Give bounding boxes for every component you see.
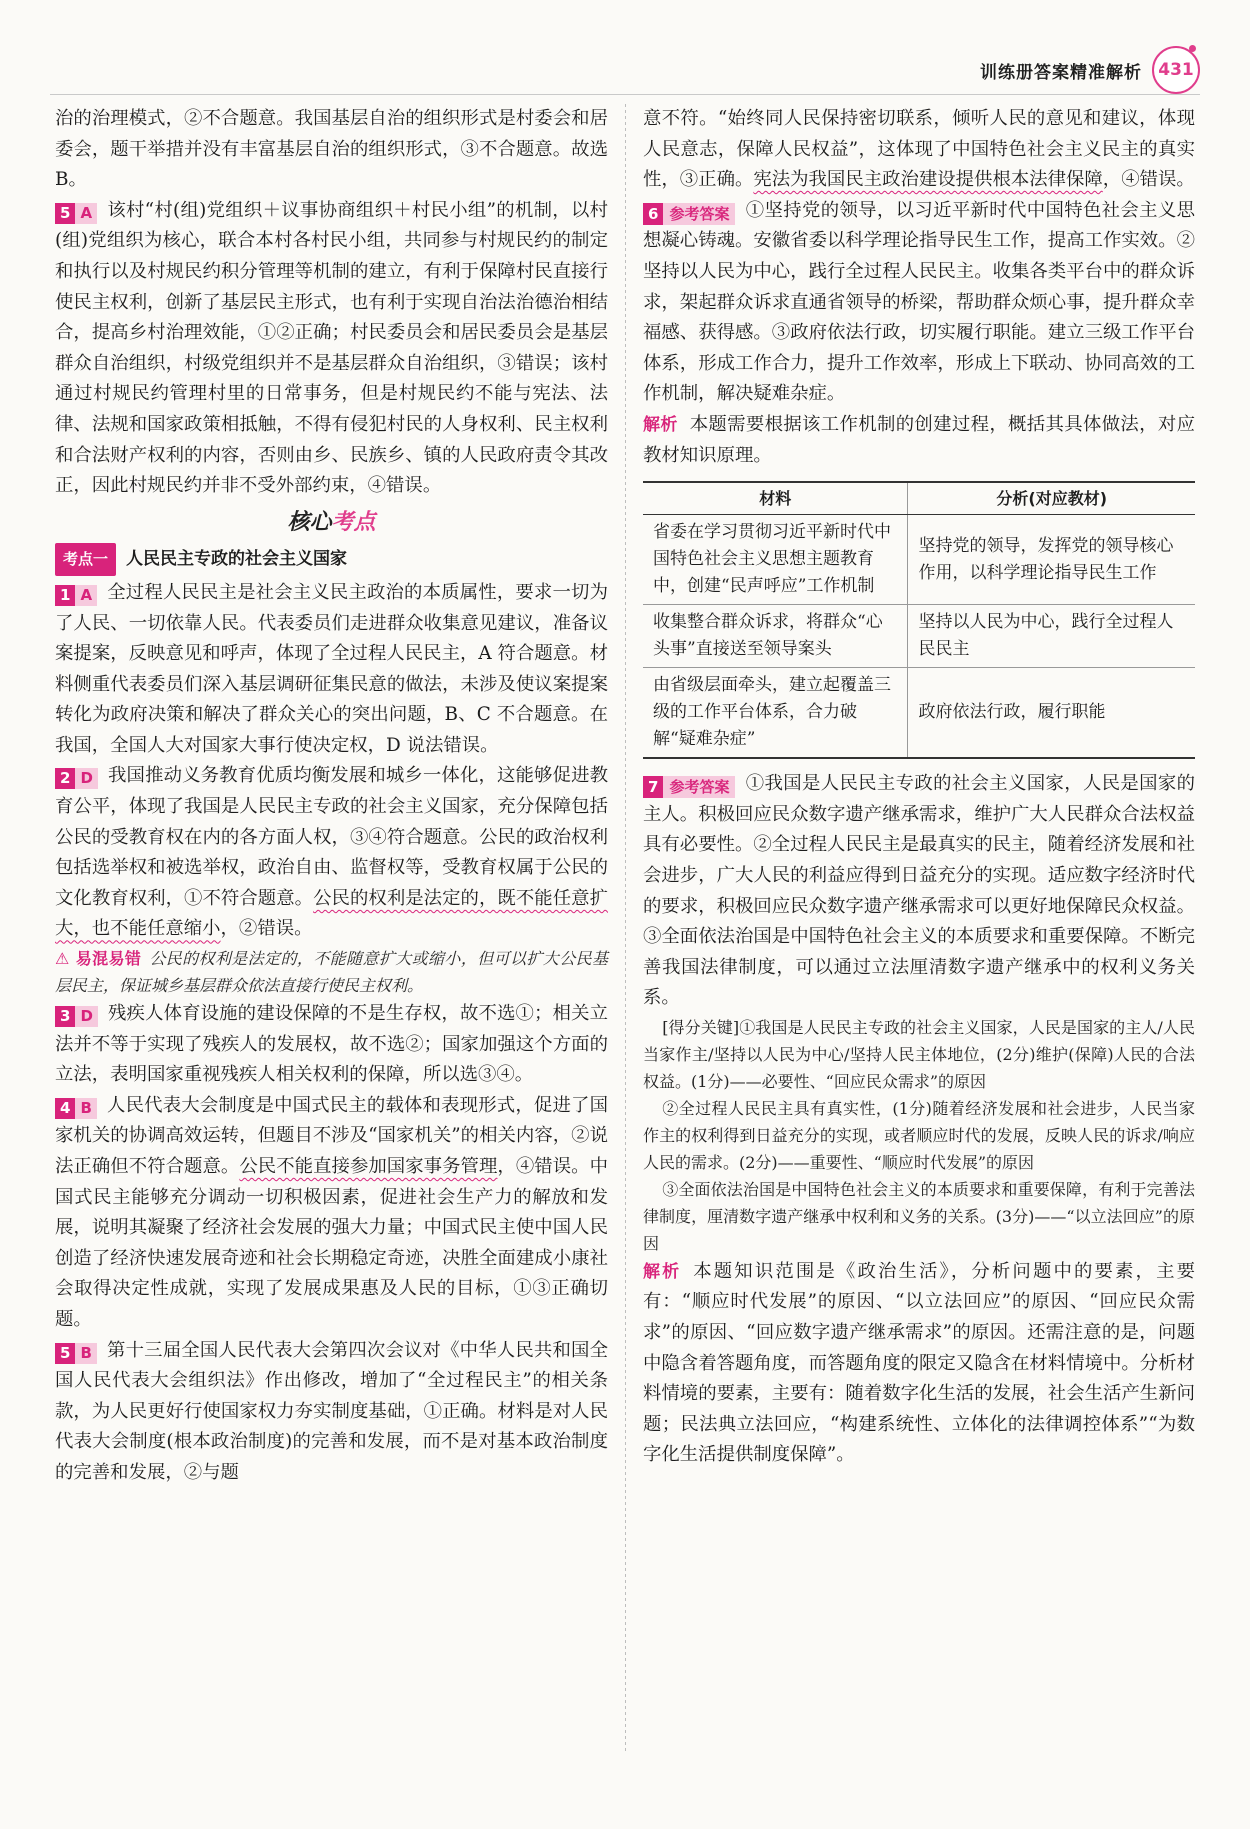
intro-paragraph: 治的治理模式，②不合题意。我国基层自治的组织形式是村委会和居委会，题干举措并没有丰富基层自治的组织形式，③不合题意。故选 B。 — [55, 108, 608, 191]
answer-5a: 5 A 该村“村(组)党组织＋议事协商组织＋村民小组”的机制，以村(组)党组织为核心，联合本村各村民小组，共同参与村规民约的制定和执行以及村规民约积分管理等机制的建立，有利于保障村民直接行使民主权利，创新了基层民主形式，也有利于实现自治法治德治相结合，提高乡村治理效能，①②正确；村民委员会和居民委员会是基层群众自治组织，村级党组织并不是基层群众自治组织，③错误；该村通过村规民约管理村里的日常事务，但是村规民约不能与宪法、法律、法规和国家政策相抵触，不得有侵犯村民的人身权利、民主权利和合法财产权利的内容，否则由乡、民族乡、镇的人民政府责令其改正，因此村规民约并非不受外部约束，④错误。 — [55, 199, 608, 497]
continued-paragraph: 意不符。“始终同人民保持密切联系，倾听人民的意见和建议，体现人民意志，保障人民权益”，这体现了中国特色社会主义民主的真实性，③正确。宪法为我国民主政治建设提供根本法律保障，④错误。 — [643, 108, 1195, 191]
answer-badge: 3 D — [55, 1006, 98, 1027]
table-row — [643, 515, 1195, 605]
table-row — [643, 668, 1195, 759]
table-header-row — [643, 482, 1195, 515]
score-key-3: ③全面依法治国是中国特色社会主义的本质要求和重要保障，有利于完善法律制度，厘清数字遗产继承中权利和义务的关系。(3分)——“以立法回应”的原因 — [643, 1179, 1195, 1253]
answer-6: 6 参考答案 ①坚持党的领导，以习近平新时代中国特色社会主义思想凝心铸魂。安徽省委以科学理论指导民生工作，提高工作实效。②坚持以人民为中心，践行全过程人民民主。收集各类平台中的群众诉求，架起群众诉求直通省领导的桥梁，帮助群众烦心事，提升群众幸福感、获得感。③政府依法行政，切实履行职能。建立三级工作平台体系，形成工作合力，提升工作效率，形成上下联动、协同高效的工作机制，解决疑难杂症。 — [643, 199, 1195, 405]
table-header: 材料 — [643, 482, 908, 515]
answer-2: 2 D 我国推动义务教育优质均衡发展和城乡一体化，这能够促进教育公平，体现了我国是人民民主专政的社会主义国家，充分保障包括公民的受教育权在内的各方面人权，③④符合题意。公民的政治权利包括选举权和被选举权，政治自由、监督权等，受教育权属于公民的文化教育权利，①不符合题意。公民的权利是法定的，既不能任意扩大，也不能任意缩小，②错误。 — [55, 765, 608, 940]
right-column — [643, 104, 1195, 1471]
reference-answer-badge: 7 参考答案 — [643, 776, 735, 798]
kaodian-heading — [55, 543, 608, 576]
table-cell: 由省级层面牵头，建立起覆盖三级的工作平台体系，合力破解“疑难杂症” — [643, 668, 908, 759]
underlined-text: 公民的权利是法定的，既不能任意扩大，也不能任意缩小 — [55, 887, 608, 940]
analysis-2: 解析 本题知识范围是《政治生活》，分析问题中的要素，主要有：“顺应时代发展”的原因、“以立法回应”的原因、“回应民众需求”的原因、“回应数字遗产继承需求”的原因。还需注意的是，问题中隐含着答题角度，而答题角度的限定又隐含在材料情境中。分析材料情境的要素，主要有：随着数字化生活的发展，社会生活产生新问题；民法典立法回应，“构建系统性、立体化的法律调控体系”“为数字化生活提供制度保障”。 — [643, 1260, 1195, 1466]
header-rule — [50, 94, 1200, 95]
answer-3: 3 D 残疾人体育设施的建设保障的不是生存权，故不选①；相关立法并不等于实现了残疾人的发展权，故不选②；国家加强这个方面的立法，表明国家重视残疾人相关权利的保障，所以选③④。 — [55, 1003, 608, 1086]
table-header: 分析(对应教材) — [908, 482, 1195, 515]
answer-badge: 5 B — [55, 1343, 97, 1364]
page-number: 431 — [1152, 46, 1200, 94]
underlined-text: 宪法为我国民主政治建设提供根本法律保障 — [753, 169, 1103, 191]
table-cell: 省委在学习贯彻习近平新时代中国特色社会主义思想主题教育中，创建“民声呼应”工作机制 — [643, 515, 908, 605]
score-key-2: ②全过程人民民主具有真实性，(1分)随着经济发展和社会进步，人民当家作主的权利得到日益充分的实现，或者顺应时代的发展，反映人民的诉求/响应人民的需求。(2分)——重要性、“顺应时代发展”的原因 — [643, 1098, 1195, 1172]
score-key-1: [得分关键]①我国是人民民主专政的社会主义国家，人民是国家的主人/人民当家作主/坚持以人民为中心/坚持人民主体地位，(2分)维护(保障)人民的合法权益。(1分)——必要性、“回应民众需求”的原因 — [643, 1017, 1195, 1091]
reference-answer-badge: 6 参考答案 — [643, 203, 735, 225]
answer-badge: 4 B — [55, 1098, 97, 1119]
table-cell: 坚持以人民为中心，践行全过程人民民主 — [908, 605, 1195, 668]
column-divider — [625, 104, 626, 1754]
answer-4: 4 B 人民代表大会制度是中国式民主的载体和表现形式，促进了国家机关的协调高效运转，但题目不涉及“国家机关”的相关内容，②说法正确但不符合题意。公民不能直接参加国家事务管理，④错误。中国式民主能够充分调动一切积极因素，促进社会生产力的解放和发展，说明其凝聚了经济社会发展的强大力量；中国式民主使中国人民创造了经济快速发展奇迹和社会长期稳定奇迹，决胜全面建成小康社会取得决定性成就，实现了发展成果惠及人民的目标，①③正确切题。 — [55, 1094, 608, 1330]
warning-label: ⚠ 易混易错 — [55, 949, 142, 969]
section-title: 核心考点 — [287, 509, 376, 535]
answer-badge: 1 A — [55, 585, 97, 606]
answer-badge: 5 A — [55, 203, 97, 224]
underlined-text: 公民不能直接参加国家事务管理 — [239, 1156, 498, 1177]
analysis-label: 解析 — [643, 1261, 682, 1282]
left-column — [55, 104, 608, 1489]
header-title: 训练册答案精准解析 — [980, 62, 1142, 83]
table-cell: 政府依法行政，履行职能 — [908, 668, 1195, 759]
analysis-1: 解析 本题需要根据该工作机制的创建过程，概括其具体做法，对应教材知识原理。 — [643, 413, 1195, 466]
material-analysis-table — [643, 481, 1195, 759]
table-row — [643, 605, 1195, 668]
answer-1: 1 A 全过程人民民主是社会主义民主政治的本质属性，要求一切为了人民、一切依靠人民。代表委员们走进群众收集意见建议，准备议案提案，反映意见和呼声，体现了全过程人民民主，A 符合题意。材料侧重代表委员们深入基层调研征集民意的做法，未涉及使议案提案转化为政府决策和解决了群众关心的突出问题，B、C 不合题意。在我国，全国人大对国家大事行使决定权，D 说法错误。 — [55, 581, 608, 756]
answer-7: 7 参考答案 ①我国是人民民主专政的社会主义国家，人民是国家的主人。积极回应民众数字遗产继承需求，维护广大人民群众合法权益具有必要性。②全过程人民民主是最真实的民主，随着经济发展和社会进步，广大人民的利益应得到日益充分的实现。适应数字经济时代的要求，积极回应民众数字遗产继承需求可以更好地保障民众权益。③全面依法治国是中国特色社会主义的本质要求和重要保障。不断完善我国法律制度，可以通过立法厘清数字遗产继承中的权利义务关系。 — [643, 773, 1195, 1009]
kaodian-tag: 考点一 — [55, 543, 116, 576]
answer-5b: 5 B 第十三届全国人民代表大会第四次会议对《中华人民共和国全国人民代表大会组织法》作出修改，增加了“全过程民主”的相关条款，为人民更好行使国家权力夯实制度基础，①正确。材料是对人民代表大会制度(根本政治制度)的完善和发展，而不是对基本政治制度的完善和发展，②与题 — [55, 1339, 608, 1483]
page-header — [980, 46, 1200, 94]
table-cell: 收集整合群众诉求，将群众“心头事”直接送至领导案头 — [643, 605, 908, 668]
kaodian-title: 人民民主专政的社会主义国家 — [126, 549, 348, 570]
warning-note: ⚠ 易混易错 公民的权利是法定的，不能随意扩大或缩小，但可以扩大公民基层民主，保证城乡基层群众依法直接行使民主权利。 — [55, 949, 608, 996]
answer-badge: 2 D — [55, 768, 98, 789]
analysis-label: 解析 — [643, 414, 678, 435]
table-cell: 坚持党的领导，发挥党的领导核心作用，以科学理论指导民生工作 — [908, 515, 1195, 605]
